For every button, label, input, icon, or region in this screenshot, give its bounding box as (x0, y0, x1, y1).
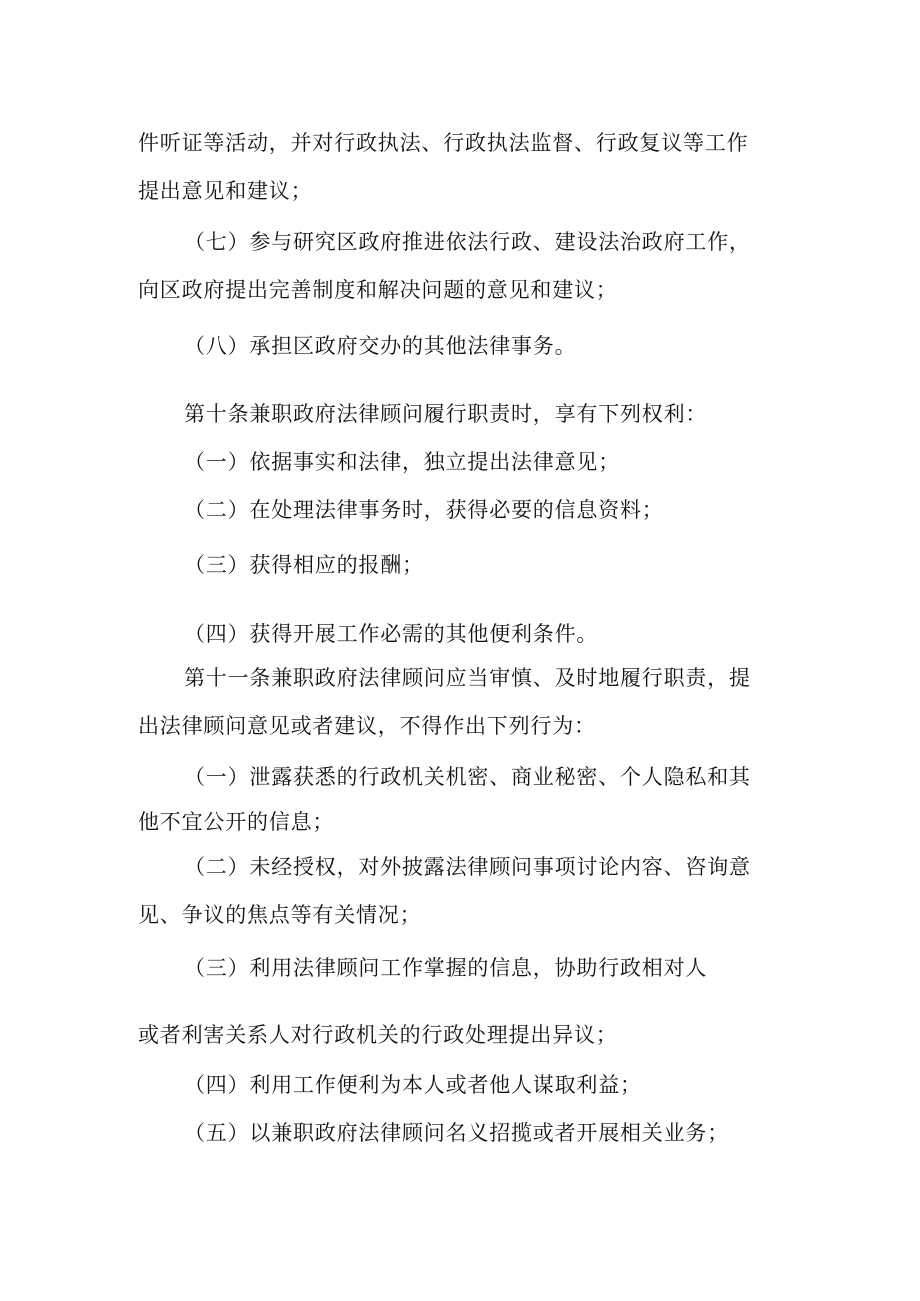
text-line-1: 件听证等活动，并对行政执法、行政执法监督、行政复议等工作 (138, 131, 749, 155)
text-line-4: 向区政府提出完善制度和解决问题的意见和建议； (138, 278, 618, 302)
text-line-5: （八）承担区政府交办的其他法律事务。 (184, 334, 577, 358)
text-line-18: 或者利害关系人对行政机关的行政处理提出异议； (138, 1023, 618, 1047)
text-line-7: （一）依据事实和法律，独立提出法律意见； (184, 450, 620, 474)
text-line-3: （七）参与研究区政府推进依法行政、建设法治政府工作， (184, 230, 751, 254)
text-line-17: （三）利用法律顾问工作掌握的信息，协助行政相对人 (184, 956, 708, 980)
text-line-12: 出法律顾问意见或者建议，不得作出下列行为： (138, 714, 596, 738)
text-line-10: （四）获得开展工作必需的其他便利条件。 (184, 622, 599, 646)
text-line-13: （一）泄露获悉的行政机关机密、商业秘密、个人隐私和其 (184, 765, 751, 789)
text-line-19: （四）利用工作便利为本人或者他人谋取利益； (184, 1073, 642, 1097)
text-line-2: 提出意见和建议； (138, 179, 313, 203)
text-line-20: （五）以兼职政府法律顾问名义招揽或者开展相关业务； (184, 1121, 729, 1145)
text-line-14: 他不宜公开的信息； (138, 810, 335, 834)
text-line-15: （二）未经授权，对外披露法律顾问事项讨论内容、咨询意 (184, 855, 751, 879)
text-line-9: （三）获得相应的报酬； (184, 553, 424, 577)
text-line-16: 见、争议的焦点等有关情况； (138, 903, 422, 927)
text-line-11: 第十一条兼职政府法律顾问应当审慎、及时地履行职责，提 (184, 666, 751, 690)
text-line-8: （二）在处理法律事务时，获得必要的信息资料； (184, 498, 664, 522)
text-line-6: 第十条兼职政府法律顾问履行职责时，享有下列权利： (184, 402, 708, 426)
